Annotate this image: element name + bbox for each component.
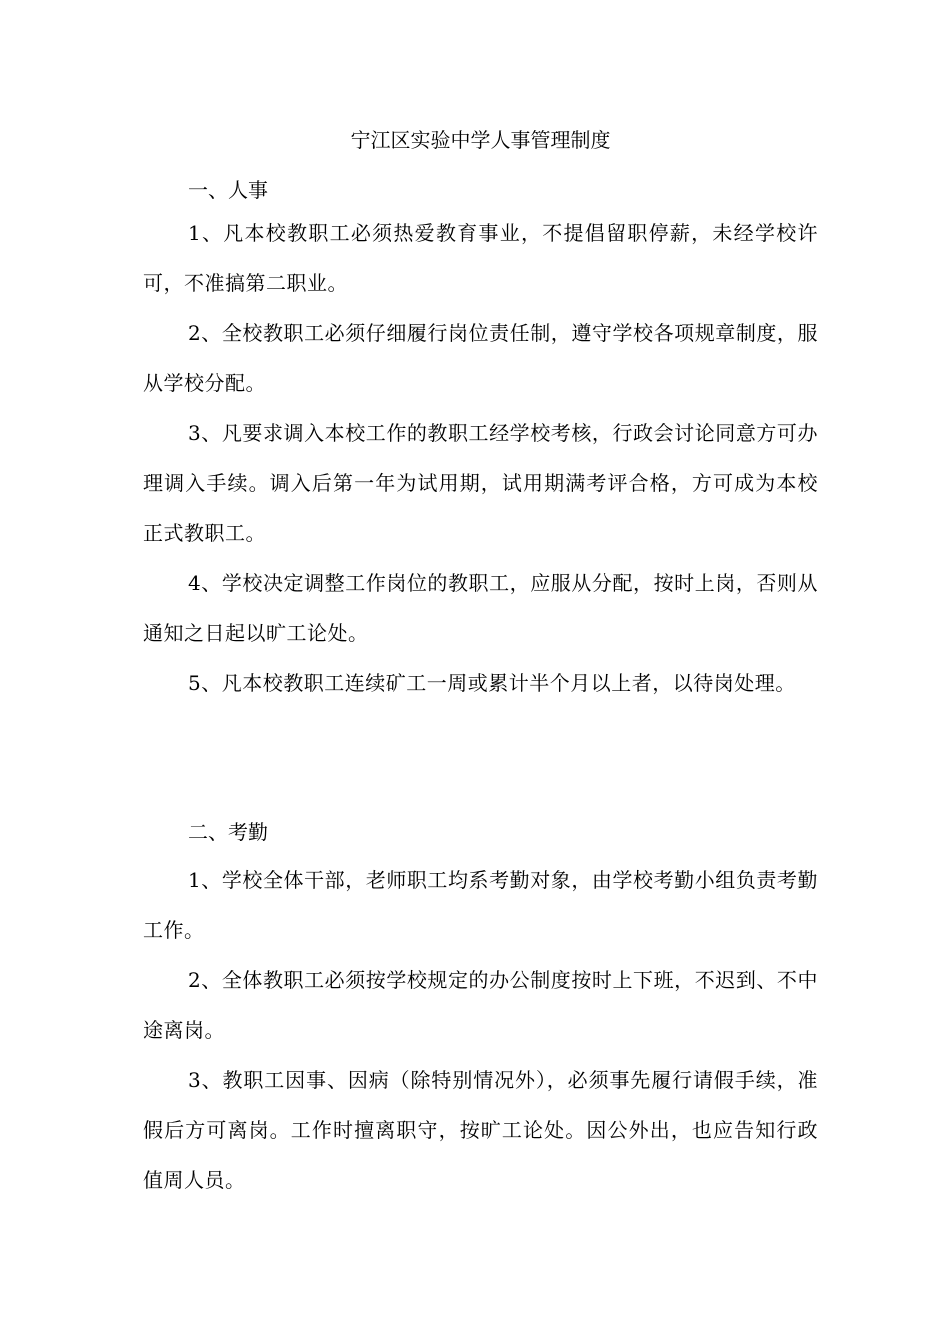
section-heading-attendance: 二、考勤: [188, 820, 268, 844]
paragraph: 1、学校全体干部，老师职工均系考勤对象，由学校考勤小组负责考勤工作。: [143, 868, 818, 942]
section-heading-personnel: 一、人事: [188, 178, 268, 202]
paragraph: 3、凡要求调入本校工作的教职工经学校考核，行政会讨论同意方可办理调入手续。调入后第一年为试用期，试用期满考评合格，方可成为本校正式教职工。: [143, 421, 818, 545]
paragraph: 2、全体教职工必须按学校规定的办公制度按时上下班，不迟到、不中途离岗。: [143, 968, 818, 1042]
document-title: 宁江区实验中学人事管理制度: [350, 128, 611, 152]
paragraph: 3、教职工因事、因病（除特别情况外），必须事先履行请假手续，准假后方可离岗。工作时擅离职守，按旷工论处。因公外出，也应告知行政值周人员。: [143, 1068, 818, 1192]
paragraph: 1、凡本校教职工必须热爱教育事业，不提倡留职停薪，未经学校许可，不准搞第二职业。: [143, 221, 818, 295]
paragraph: 4、学校决定调整工作岗位的教职工，应服从分配，按时上岗，否则从通知之日起以旷工论处。: [143, 571, 818, 645]
paragraph: 5、凡本校教职工连续矿工一周或累计半个月以上者，以待岗处理。: [188, 671, 796, 695]
paragraph: 2、全校教职工必须仔细履行岗位责任制，遵守学校各项规章制度，服从学校分配。: [143, 321, 818, 395]
